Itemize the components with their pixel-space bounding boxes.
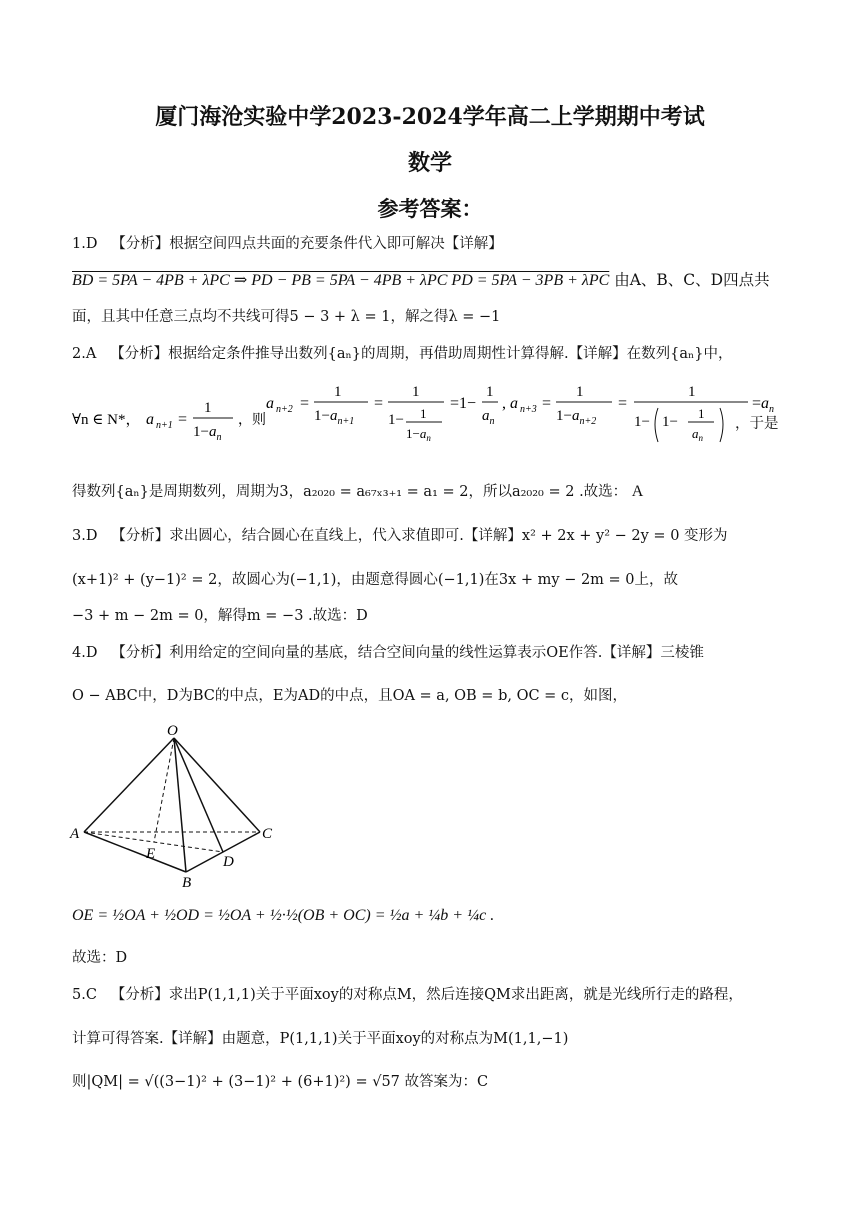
q2-label: 2.A: [72, 346, 97, 362]
svg-text:n+3: n+3: [520, 404, 537, 415]
q3-line1: [72, 524, 788, 545]
q2-text3: 得数列{aₙ}是周期数列，周期为3，a₂₀₂₀ = a₆₇ₓ₃₊₁ = a₁ = 2，所以a₂₀₂₀ = 2 .故选：: [72, 484, 628, 500]
svg-text:=: =: [300, 395, 310, 412]
svg-text:=: =: [542, 395, 552, 412]
svg-text:a: a: [266, 395, 274, 412]
svg-text:n+2: n+2: [276, 404, 293, 415]
q2-text1: 【分析】根据给定条件推导出数列{aₙ}的周期，再借助周期性计算得解.【详解】在数列{aₙ}中，: [110, 346, 733, 362]
q3-line2: (x+1)² + (y−1)² = 2，故圆心为(−1,1)，由题意得圆心(−1,1)在3x + my − 2m = 0上，故: [72, 572, 679, 588]
svg-text:1: 1: [412, 384, 420, 400]
q5-line2: 计算可得答案.【详解】由题意，P(1,1,1)关于平面xoy的对称点为M(1,1,−1): [72, 1031, 569, 1047]
svg-text:n+1: n+1: [156, 420, 173, 431]
svg-text:1−: 1−: [388, 412, 404, 428]
svg-text:=: =: [618, 395, 628, 412]
q1-formula: BD = 5PA − 4PB + λPC ⇒ PD − PB = 5PA − 4PB + λPC PD = 5PA − 3PB + λPC: [72, 272, 610, 289]
q2-then: ，则: [238, 413, 266, 428]
q2-recurrence-formula: [68, 372, 788, 462]
q4-line1: [72, 641, 788, 662]
vertex-b-label: B: [182, 875, 192, 891]
q3-label: 3.D: [72, 528, 98, 544]
svg-text:1: 1: [420, 406, 427, 421]
q4-choice: 故选：D: [72, 950, 128, 966]
tetrahedron-figure: [66, 720, 286, 892]
svg-text:1−an: $1-a_n$: [193, 424, 222, 443]
svg-text:1−: 1−: [634, 414, 650, 430]
svg-text:a: a: [146, 411, 154, 428]
vertex-d-label: D: [223, 854, 234, 870]
svg-text:1: 1: [204, 400, 212, 416]
q5-text1: 【分析】求出P(1,1,1)关于平面xoy的对称点M，然后连接QM求出距离，就是光线所行走的路程，: [110, 987, 743, 1003]
q5-label: 5.C: [72, 987, 97, 1003]
svg-text:=: =: [374, 395, 384, 412]
vertex-c-label: C: [262, 826, 273, 842]
q2-answer: A: [631, 483, 644, 500]
q5-line1: [72, 983, 788, 1004]
q2-line3: [72, 480, 788, 501]
svg-text:1−an+2: $1-a_{n+2}$: [556, 408, 597, 427]
q1-line1: [72, 232, 788, 253]
svg-text:=1−: =1−: [450, 395, 477, 412]
q4-text1: 【分析】利用给定的空间向量的基底，结合空间向量的线性运算表示OE作答.【详解】三棱锥: [111, 645, 704, 661]
q4-label: 4.D: [72, 645, 98, 661]
svg-text:1: 1: [576, 384, 584, 400]
svg-text:1: 1: [486, 384, 494, 400]
section-title: 参考答案：: [377, 196, 483, 221]
vertex-e-label: E: [146, 846, 156, 862]
q1-label: 1.D: [72, 236, 98, 252]
q2-line1: [72, 342, 788, 363]
svg-text:1−an+1: $1-a_{n+1}$: [314, 408, 355, 427]
svg-text:=an: $=a_n$: [752, 395, 775, 415]
q1-line2: [72, 268, 788, 290]
svg-text:a: a: [510, 395, 518, 412]
q2-forall: ∀n ∈ N*，: [72, 412, 141, 428]
svg-text:1: 1: [334, 384, 342, 400]
q3-line3: −3 + m − 2m = 0，解得m = −3 .故选：D: [72, 608, 368, 624]
svg-text:an: $a_n$: [482, 408, 495, 427]
svg-text:1: 1: [688, 384, 696, 400]
q4-line2: O − ABC中，D为BC的中点，E为AD的中点，且OA = a, OB = b, OC = c，如图，: [72, 688, 628, 704]
q2-then2: ，于是: [735, 416, 779, 432]
svg-text:=: =: [178, 411, 188, 428]
svg-text:1−: 1−: [662, 414, 678, 430]
document-title: 厦门海沧实验中学2023-2024学年高二上学期期中考试: [155, 104, 705, 130]
svg-text:an: $a_n$: [692, 426, 703, 443]
q1-line3: 面，且其中任意三点均不共线可得5 − 3 + λ = 1，解之得λ = −1: [72, 309, 501, 325]
q1-analysis: 【分析】根据空间四点共面的充要条件代入即可解决【详解】: [111, 236, 503, 252]
svg-text:1: 1: [698, 406, 705, 421]
subject-title: 数学: [407, 150, 452, 176]
svg-text:1−an: $1-a_n$: [406, 426, 431, 443]
vertex-a-label: A: [70, 826, 80, 842]
q4-result-formula: OE = ½OA + ½OD = ½OA + ½·½(OB + OC) = ½a + ¼b + ¼c .: [72, 907, 495, 924]
vertex-o-label: O: [167, 723, 178, 739]
q1-tail: 由A、B、C、D四点共: [614, 271, 770, 289]
svg-text:,: ,: [502, 395, 506, 412]
q3-text1: 【分析】求出圆心，结合圆心在直线上，代入求值即可.【详解】x² + 2x + y² − 2y = 0 变形为: [111, 528, 728, 544]
q5-line3: 则|QM| = √((3−1)² + (3−1)² + (6+1)²) = √57 故答案为：C: [72, 1074, 489, 1090]
q4-result: [72, 906, 788, 925]
